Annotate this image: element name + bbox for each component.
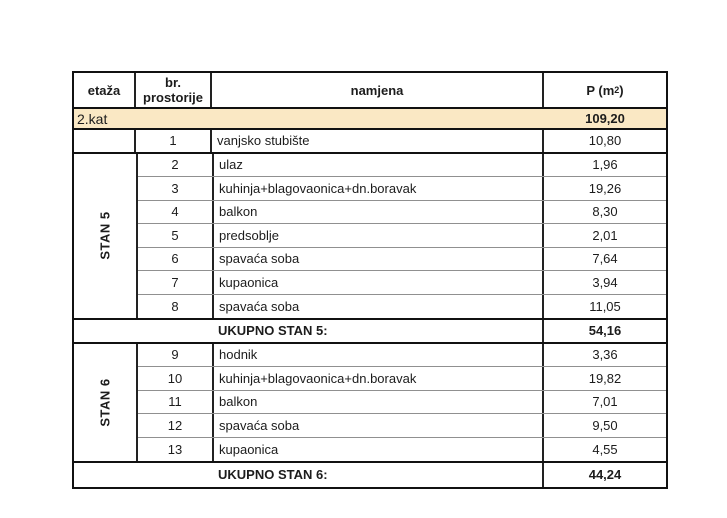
room-purpose: kuhinja+blagovaonica+dn.boravak — [214, 367, 544, 390]
room-area: 10,80 — [588, 133, 622, 149]
floor-label: 2.kat — [77, 110, 108, 127]
header-br-prostorije: br. prostorije — [136, 73, 212, 107]
table-row — [138, 295, 666, 319]
table-row — [138, 438, 666, 462]
room-purpose: kuhinja+blagovaonica+dn.boravak — [214, 177, 544, 200]
room-purpose: spavaća soba — [214, 248, 544, 271]
table-row — [138, 154, 666, 178]
room-number: 5 — [138, 224, 214, 247]
table-row — [138, 271, 666, 295]
floor-total-value: 109,20 — [585, 111, 625, 126]
stan6-total-label: UKUPNO STAN 6: — [74, 463, 544, 487]
room-purpose: kupaonica — [214, 271, 544, 294]
room-number: 1 — [136, 130, 212, 152]
stan5-group — [74, 154, 666, 321]
room-purpose: ulaz — [214, 154, 544, 177]
room-purpose: balkon — [214, 391, 544, 414]
room-area: 8,30 — [592, 204, 618, 220]
stan6-total-value: 44,24 — [588, 467, 622, 483]
stan6-label-text: STAN 6 — [97, 378, 113, 427]
room-number: 11 — [138, 391, 214, 414]
table-row — [138, 224, 666, 248]
table-row — [138, 201, 666, 225]
room-number: 13 — [138, 438, 214, 462]
room-area: 4,55 — [592, 441, 618, 457]
room-number: 7 — [138, 271, 214, 294]
room-area: 11,05 — [589, 298, 621, 314]
stan5-label-text: STAN 5 — [97, 211, 113, 260]
room-purpose: spavaća soba — [214, 414, 544, 437]
room-area: 3,94 — [592, 274, 618, 290]
room-purpose: vanjsko stubište — [212, 130, 544, 152]
stan5-total-value: 54,16 — [588, 323, 622, 339]
area-table — [72, 71, 668, 489]
outside-etaza-empty-cell — [74, 130, 136, 152]
room-purpose: predsoblje — [214, 224, 544, 247]
room-number: 6 — [138, 248, 214, 271]
room-number: 10 — [138, 367, 214, 390]
room-number: 3 — [138, 177, 214, 200]
room-purpose: kupaonica — [214, 438, 544, 462]
stan5-total-label: UKUPNO STAN 5: — [74, 320, 544, 342]
room-purpose: hodnik — [214, 344, 544, 367]
room-area: 2,01 — [592, 227, 618, 243]
room-number: 4 — [138, 201, 214, 224]
room-area: 19,26 — [588, 180, 622, 196]
header-p-prefix: P (m — [586, 82, 615, 98]
room-area: 19,82 — [588, 370, 622, 386]
header-namjena: namjena — [212, 73, 544, 107]
stan5-vertical-label — [74, 154, 138, 319]
header-etaza: etaža — [74, 73, 136, 107]
table-row — [138, 344, 666, 368]
table-row — [138, 391, 666, 415]
room-area: 9,50 — [592, 417, 618, 433]
table-row — [138, 177, 666, 201]
table-row-outside-stairs — [74, 130, 666, 154]
room-area: 1,96 — [592, 157, 618, 173]
room-purpose: spavaća soba — [214, 295, 544, 319]
table-row — [138, 367, 666, 391]
stan6-vertical-label — [74, 344, 138, 462]
room-area: 3,36 — [592, 347, 618, 363]
table-header-row — [74, 73, 666, 109]
header-p-suffix: ) — [619, 82, 624, 98]
room-number: 9 — [138, 344, 214, 367]
room-number: 2 — [138, 154, 214, 177]
stan6-total-row — [74, 463, 666, 487]
header-p-m2: P (m 2 ) — [544, 73, 666, 107]
stan6-group — [74, 344, 666, 464]
room-purpose: balkon — [214, 201, 544, 224]
stan5-total-row — [74, 320, 666, 344]
floor-row — [74, 109, 666, 130]
room-area: 7,64 — [592, 251, 618, 267]
table-row — [138, 248, 666, 272]
room-number: 8 — [138, 295, 214, 319]
room-number: 12 — [138, 414, 214, 437]
table-row — [138, 414, 666, 438]
room-area: 7,01 — [592, 394, 618, 410]
